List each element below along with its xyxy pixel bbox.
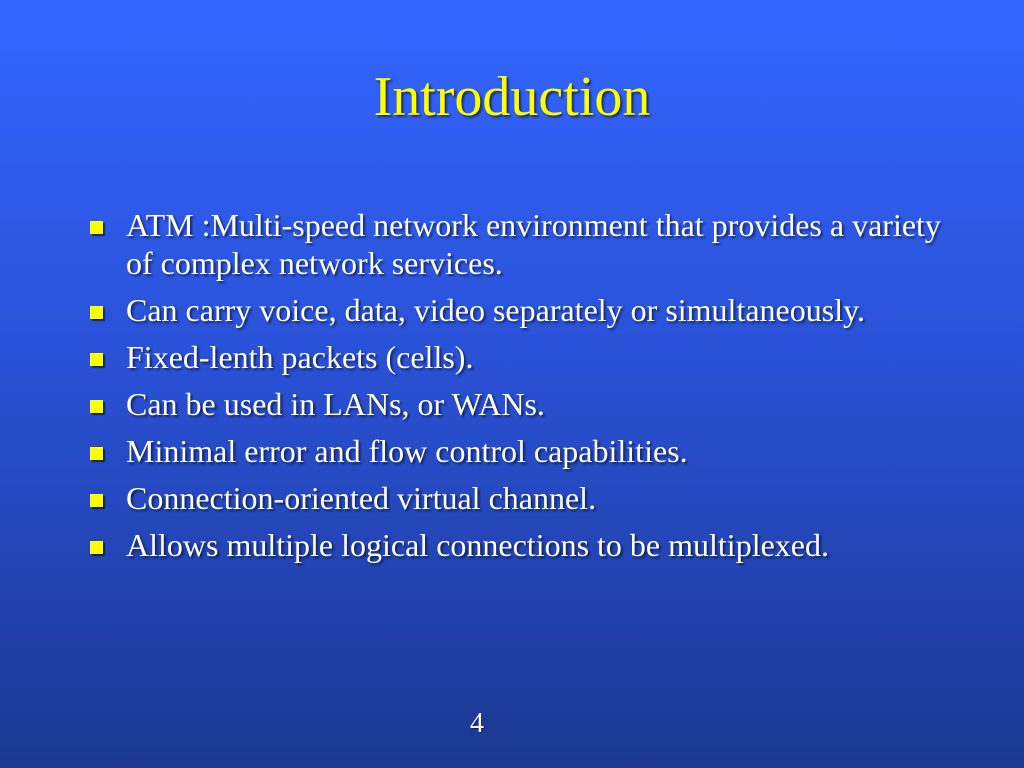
bullet-item [88, 479, 968, 517]
bullet-item [88, 338, 968, 376]
page-number: 4 [470, 708, 484, 739]
square-bullet-icon [90, 400, 103, 413]
bullet-item [88, 432, 968, 470]
bullet-list [88, 206, 968, 573]
square-bullet-icon [90, 221, 103, 234]
bullet-item [88, 385, 968, 423]
square-bullet-icon [90, 494, 103, 507]
bullet-text: Minimal error and flow control capabilities. [126, 433, 688, 469]
bullet-text: ATM :Multi-speed network environment that provides a variety of complex network services. [126, 207, 941, 281]
square-bullet-icon [90, 306, 103, 319]
slide-title: Introduction [373, 66, 651, 128]
bullet-text: Can be used in LANs, or WANs. [126, 386, 545, 422]
bullet-item [88, 291, 968, 329]
square-bullet-icon [90, 447, 103, 460]
bullet-item [88, 526, 968, 564]
square-bullet-icon [90, 541, 103, 554]
bullet-text: Allows multiple logical connections to be multiplexed. [126, 527, 829, 563]
bullet-text: Connection-oriented virtual channel. [126, 480, 597, 516]
bullet-text: Fixed-lenth packets (cells). [126, 339, 474, 375]
bullet-item [88, 206, 968, 282]
square-bullet-icon [90, 353, 103, 366]
bullet-text: Can carry voice, data, video separately or simultaneously. [126, 292, 865, 328]
